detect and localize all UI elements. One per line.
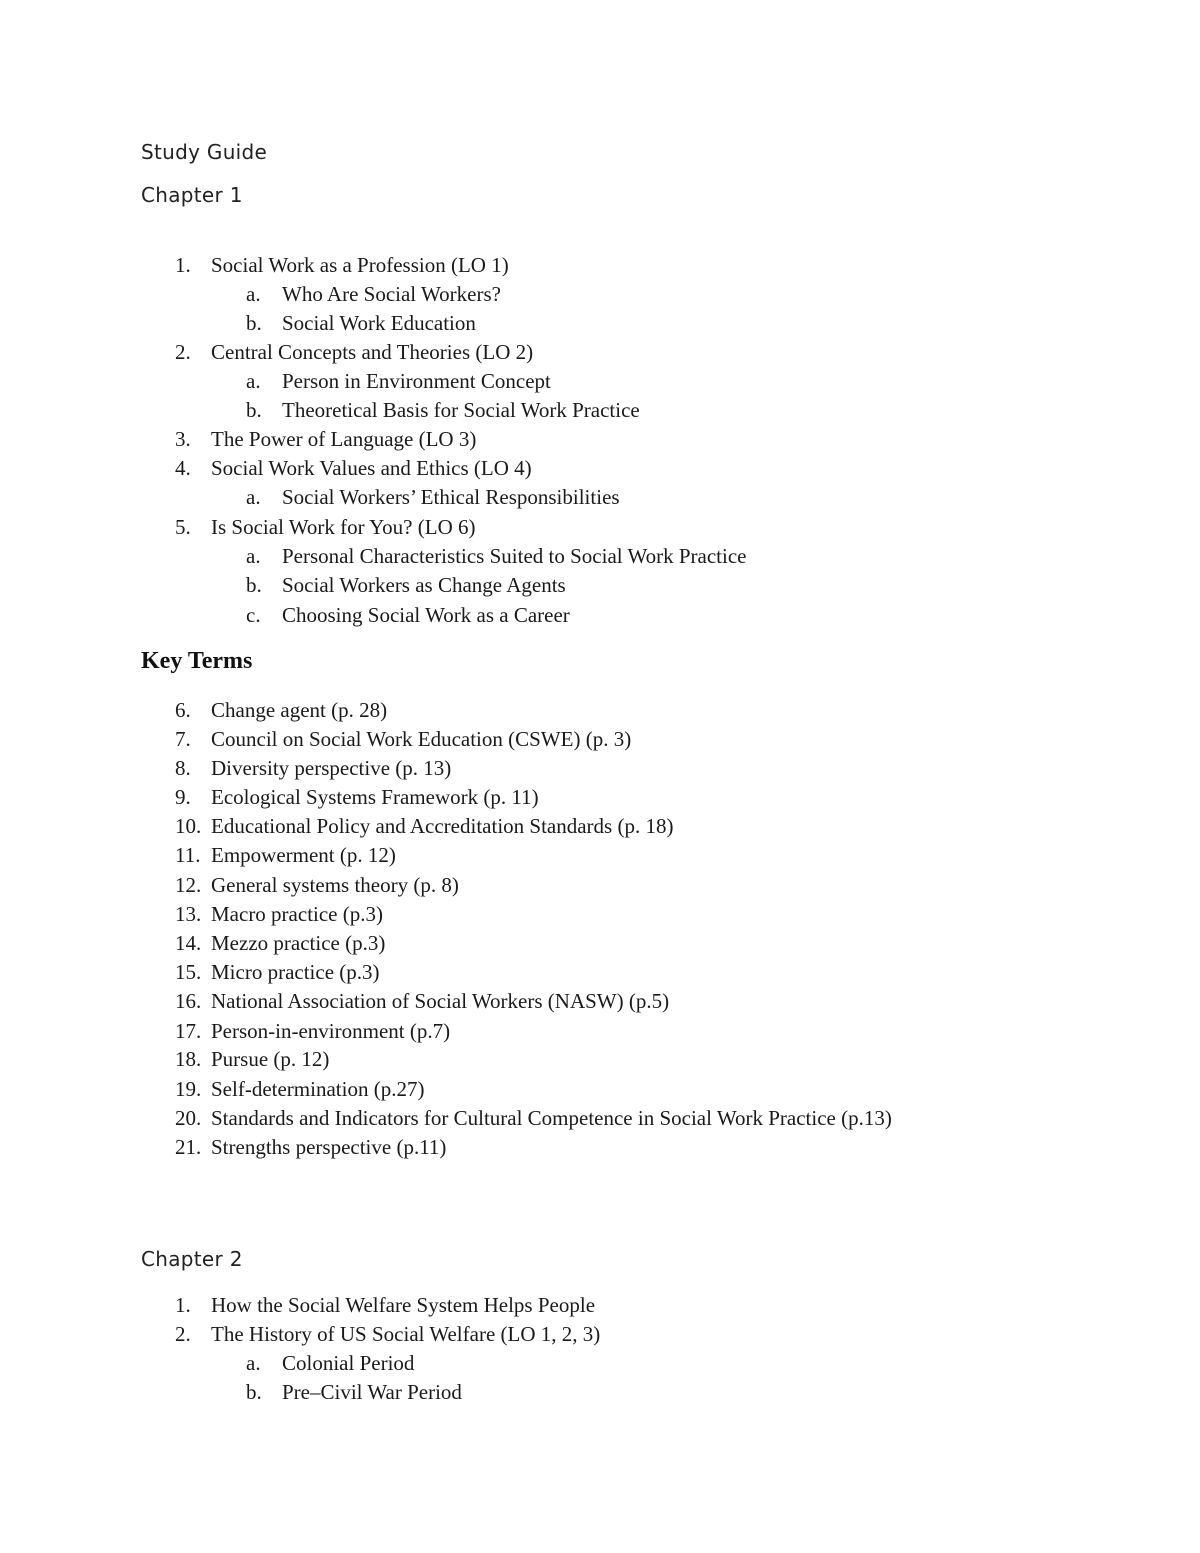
item-number: 13. xyxy=(175,902,202,926)
item-text: Social Work Values and Ethics (LO 4) xyxy=(211,456,532,480)
item-number: 11. xyxy=(175,843,201,867)
subitem-letter: a. xyxy=(246,1351,261,1375)
subitem-text: Social Workers’ Ethical Responsibilities xyxy=(282,485,620,509)
subitem-letter: a. xyxy=(246,485,261,509)
item-text: Pursue (p. 12) xyxy=(211,1047,330,1071)
item-text: The History of US Social Welfare (LO 1, 2, 3) xyxy=(211,1322,601,1346)
chapter-2-heading: Chapter 2 xyxy=(141,1247,243,1271)
item-number: 19. xyxy=(175,1077,202,1101)
item-text: How the Social Welfare System Helps People xyxy=(211,1293,596,1317)
item-number: 9. xyxy=(175,785,191,809)
item-text: Council on Social Work Education (CSWE) (p. 3) xyxy=(211,727,632,751)
item-number: 3. xyxy=(175,427,191,451)
subitem-text: Personal Characteristics Suited to Social Work Practice xyxy=(282,544,747,568)
item-text: Self-determination (p.27) xyxy=(211,1077,425,1101)
item-number: 10. xyxy=(175,814,202,838)
item-number: 17. xyxy=(175,1019,202,1043)
subitem-letter: c. xyxy=(246,603,261,627)
item-number: 5. xyxy=(175,515,191,539)
subitem-letter: b. xyxy=(246,398,262,422)
subitem-letter: a. xyxy=(246,544,261,568)
item-text: Educational Policy and Accreditation Standards (p. 18) xyxy=(211,814,674,838)
subitem-text: Social Work Education xyxy=(282,311,476,335)
subitem-text: Theoretical Basis for Social Work Practice xyxy=(282,398,640,422)
item-text: Person-in-environment (p.7) xyxy=(211,1019,451,1043)
item-text: Is Social Work for You? (LO 6) xyxy=(211,515,476,539)
subitem-letter: b. xyxy=(246,1380,262,1404)
document-title: Study Guide xyxy=(141,140,268,164)
item-number: 6. xyxy=(175,698,191,722)
item-number: 14. xyxy=(175,931,202,955)
item-text: Empowerment (p. 12) xyxy=(211,843,396,867)
subitem-letter: b. xyxy=(246,573,262,597)
item-text: The Power of Language (LO 3) xyxy=(211,427,477,451)
subitem-text: Social Workers as Change Agents xyxy=(282,573,566,597)
item-text: National Association of Social Workers (NASW) (p.5) xyxy=(211,989,670,1013)
item-number: 2. xyxy=(175,340,191,364)
chapter-1-heading: Chapter 1 xyxy=(141,183,243,207)
item-text: Ecological Systems Framework (p. 11) xyxy=(211,785,539,809)
item-text: Micro practice (p.3) xyxy=(211,960,380,984)
item-number: 16. xyxy=(175,989,202,1013)
item-number: 2. xyxy=(175,1322,191,1346)
item-number: 4. xyxy=(175,456,191,480)
item-text: Central Concepts and Theories (LO 2) xyxy=(211,340,534,364)
item-number: 1. xyxy=(175,1293,191,1317)
item-text: Change agent (p. 28) xyxy=(211,698,388,722)
subitem-text: Colonial Period xyxy=(282,1351,415,1375)
item-number: 18. xyxy=(175,1047,202,1071)
subitem-text: Pre–Civil War Period xyxy=(282,1380,462,1404)
item-number: 1. xyxy=(175,253,191,277)
subitem-text: Person in Environment Concept xyxy=(282,369,551,393)
item-text: Social Work as a Profession (LO 1) xyxy=(211,253,509,277)
item-text: Macro practice (p.3) xyxy=(211,902,383,926)
item-text: Mezzo practice (p.3) xyxy=(211,931,386,955)
subitem-letter: b. xyxy=(246,311,262,335)
subitem-letter: a. xyxy=(246,369,261,393)
item-number: 7. xyxy=(175,727,191,751)
item-number: 21. xyxy=(175,1135,202,1159)
subitem-text: Choosing Social Work as a Career xyxy=(282,603,570,627)
item-number: 12. xyxy=(175,873,202,897)
subitem-letter: a. xyxy=(246,282,261,306)
item-text: Strengths perspective (p.11) xyxy=(211,1135,447,1159)
item-number: 20. xyxy=(175,1106,202,1130)
item-number: 8. xyxy=(175,756,191,780)
key-terms-heading: Key Terms xyxy=(141,648,253,674)
subitem-text: Who Are Social Workers? xyxy=(282,282,501,306)
item-text: Diversity perspective (p. 13) xyxy=(211,756,452,780)
item-text: General systems theory (p. 8) xyxy=(211,873,459,897)
item-number: 15. xyxy=(175,960,202,984)
item-text: Standards and Indicators for Cultural Competence in Social Work Practice (p.13) xyxy=(211,1106,892,1130)
